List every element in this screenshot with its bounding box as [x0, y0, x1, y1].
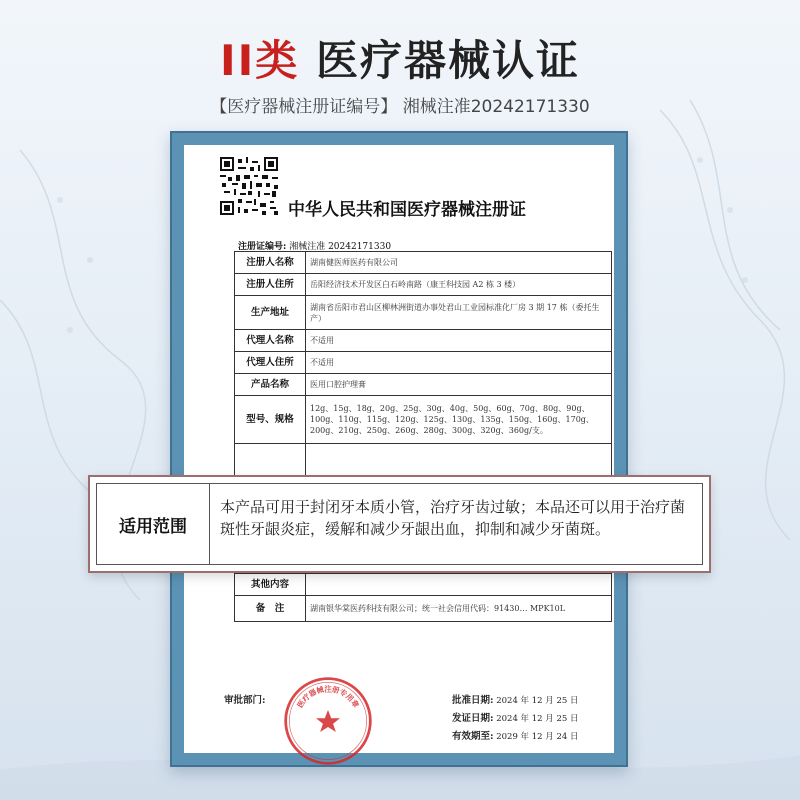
row-label: 注册人名称: [235, 252, 306, 274]
row-value: 12g、15g、18g、20g、25g、30g、40g、50g、60g、70g、80g、90g、100g、110g、115g、120g、125g、130g、135g、150g、160g、170g、200g、210g、250g、260g、280g、300g、320g、360g/支。: [306, 396, 612, 444]
row-label: 代理人名称: [235, 330, 306, 352]
registration-number-label: 注册证编号:: [238, 242, 287, 252]
expiry-date-line: [452, 728, 579, 742]
row-value: 湖南银华棠医药科技有限公司；统一社会信用代码：91430… MPK10L: [306, 596, 612, 622]
approval-date-value: 2024 年 12 月 25 日: [496, 696, 579, 706]
callout-label: 适用范围: [97, 484, 210, 564]
headline-title: 医疗器械认证: [315, 36, 580, 85]
issue-date-line: [452, 710, 579, 724]
table-row: [235, 274, 612, 296]
table-row: [235, 296, 612, 330]
row-label: 注册人住所: [235, 274, 306, 296]
callout-text: 本产品可用于封闭牙本质小管，治疗牙齿过敏；本品还可以用于治疗菌斑性牙龈炎症，缓解和减少牙龈出血，抑制和减少牙菌斑。: [220, 498, 686, 538]
subtitle-bracket-label: 【医疗器械注册证编号】: [210, 97, 398, 117]
expiry-date-label: 有效期至:: [452, 731, 494, 742]
row-value: 湖南健医师医药有限公司: [306, 252, 612, 274]
row-value: 岳阳经济技术开发区白石岭南路（康王科技园 A2 栋 3 楼）: [306, 274, 612, 296]
certificate-title: 中华人民共和国医疗器械注册证: [288, 200, 526, 220]
row-value: [306, 574, 612, 596]
table-row: [235, 396, 612, 444]
row-value: 医用口腔护理膏: [306, 374, 612, 396]
table-row: [235, 330, 612, 352]
certificate-paper: [184, 145, 614, 753]
row-value: 不适用: [306, 352, 612, 374]
row-label: 型号、规格: [235, 396, 306, 444]
page-headline: [0, 28, 800, 88]
table-row: [235, 574, 612, 596]
subtitle-number: 湘械注准20242171330: [402, 97, 590, 117]
table-row: [235, 596, 612, 622]
issue-date-label: 发证日期:: [452, 713, 494, 724]
row-value: 湖南省岳阳市君山区柳林洲街道办事处君山工业园标准化厂房 3 期 17 栋（委托生产）: [306, 296, 612, 330]
callout-table: [96, 483, 703, 565]
stamp-text: 医疗器械注册专用章: [295, 684, 361, 710]
official-seal-stamp: [282, 675, 374, 767]
row-label: 产品名称: [235, 374, 306, 396]
issue-date-value: 2024 年 12 月 25 日: [496, 714, 579, 724]
table-row: [235, 252, 612, 274]
approval-department-label: 审批部门:: [224, 695, 266, 706]
expiry-date-value: 2029 年 12 月 24 日: [496, 732, 579, 742]
scope-callout: [88, 475, 711, 573]
row-value: 不适用: [306, 330, 612, 352]
row-label: 备 注: [235, 596, 306, 622]
approval-date-line: [452, 692, 579, 706]
table-row: [235, 352, 612, 374]
certificate-frame: [170, 131, 628, 767]
row-label: 其他内容: [235, 574, 306, 596]
approval-date-label: 批准日期:: [452, 695, 494, 706]
registration-number-value: 湘械注准 20242171330: [289, 242, 392, 252]
class-label: II类: [220, 36, 300, 85]
qr-code-icon: [220, 157, 278, 215]
row-label: 代理人住所: [235, 352, 306, 374]
approval-department: [224, 692, 266, 706]
svg-text:医疗器械注册专用章: [295, 685, 361, 710]
row-label: 生产地址: [235, 296, 306, 330]
table-row: [235, 374, 612, 396]
registration-subtitle: [0, 92, 800, 117]
